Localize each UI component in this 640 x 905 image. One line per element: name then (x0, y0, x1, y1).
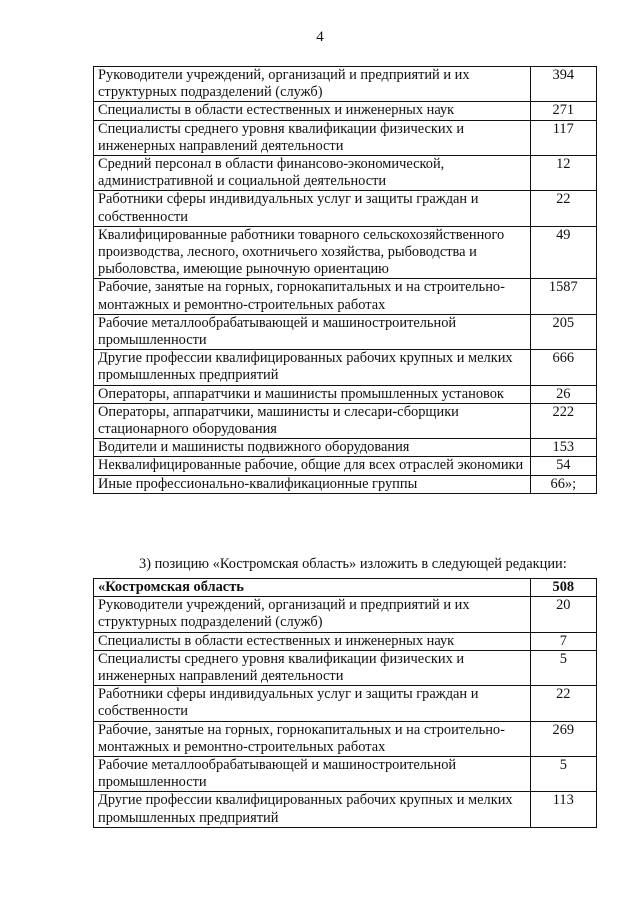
occupation-group-count: 666 (530, 350, 596, 385)
occupation-table-1 (93, 66, 597, 494)
occupation-group-count: 26 (530, 385, 596, 403)
table-row (94, 792, 597, 827)
occupation-group-name: Другие профессии квалифицированных рабочих крупных и мелких промышленных предприятий (94, 792, 531, 827)
page-number: 4 (316, 29, 324, 45)
table-row (94, 314, 597, 349)
table-row (94, 439, 597, 457)
table-row (94, 350, 597, 385)
occupation-group-name: Работники сферы индивидуальных услуг и защиты граждан и собственности (94, 686, 531, 721)
amendment-paragraph: 3) позицию «Костромская область» изложить в следующей редакции: (139, 556, 567, 572)
occupation-group-name: Работники сферы индивидуальных услуг и защиты граждан и собственности (94, 191, 531, 226)
table-row (94, 226, 597, 279)
occupation-group-name: Иные профессионально-квалификационные группы (94, 475, 531, 493)
occupation-group-name: Руководители учреждений, организаций и предприятий и их структурных подразделений (служб) (94, 597, 531, 632)
occupation-group-count: 49 (530, 226, 596, 279)
region-header-row (94, 579, 597, 597)
table-row (94, 475, 597, 493)
occupation-group-count: 269 (530, 721, 596, 756)
occupation-group-count: 5 (530, 650, 596, 685)
occupation-group-count: 222 (530, 403, 596, 438)
table-row (94, 156, 597, 191)
occupation-group-count: 271 (530, 102, 596, 120)
table-row (94, 597, 597, 632)
occupation-group-name: Средний персонал в области финансово-экономической, административной и социальной деятельности (94, 156, 531, 191)
table-row (94, 757, 597, 792)
occupation-group-count: 205 (530, 314, 596, 349)
table-row (94, 457, 597, 475)
table-row (94, 102, 597, 120)
table-row (94, 403, 597, 438)
occupation-group-name: Неквалифицированные рабочие, общие для всех отраслей экономики (94, 457, 531, 475)
table-row (94, 67, 597, 102)
table-row (94, 385, 597, 403)
occupation-group-count: 153 (530, 439, 596, 457)
occupation-group-count: 66»; (530, 475, 596, 493)
occupation-group-count: 22 (530, 191, 596, 226)
occupation-group-name: Водители и машинисты подвижного оборудования (94, 439, 531, 457)
table-row (94, 191, 597, 226)
occupation-group-count: 117 (530, 120, 596, 155)
occupation-group-name: Квалифицированные работники товарного сельскохозяйственного производства, лесного, охотничьего хозяйства, рыбоводства и рыболовства, имеющие рыночную ориентацию (94, 226, 531, 279)
table-row (94, 279, 597, 314)
occupation-group-count: 54 (530, 457, 596, 475)
table-row (94, 721, 597, 756)
occupation-group-name: Специалисты в области естественных и инженерных наук (94, 102, 531, 120)
occupation-group-name: Специалисты среднего уровня квалификации физических и инженерных направлений деятельности (94, 650, 531, 685)
occupation-group-count: 22 (530, 686, 596, 721)
occupation-group-count: 5 (530, 757, 596, 792)
occupation-group-count: 113 (530, 792, 596, 827)
region-name: «Костромская область (94, 579, 531, 597)
region-total: 508 (530, 579, 596, 597)
table-row (94, 650, 597, 685)
occupation-group-count: 394 (530, 67, 596, 102)
occupation-table-kostroma (93, 578, 597, 828)
table-row (94, 120, 597, 155)
occupation-group-name: Рабочие металлообрабатывающей и машиностроительной промышленности (94, 314, 531, 349)
table-row (94, 632, 597, 650)
table-row (94, 686, 597, 721)
occupation-group-name: Специалисты среднего уровня квалификации физических и инженерных направлений деятельности (94, 120, 531, 155)
occupation-group-name: Другие профессии квалифицированных рабочих крупных и мелких промышленных предприятий (94, 350, 531, 385)
occupation-group-name: Операторы, аппаратчики и машинисты промышленных установок (94, 385, 531, 403)
occupation-group-count: 20 (530, 597, 596, 632)
occupation-group-name: Рабочие, занятые на горных, горнокапитальных и на строительно-монтажных и ремонтно-строительных работах (94, 721, 531, 756)
occupation-group-name: Специалисты в области естественных и инженерных наук (94, 632, 531, 650)
occupation-group-name: Операторы, аппаратчики, машинисты и слесари-сборщики стационарного оборудования (94, 403, 531, 438)
occupation-group-name: Рабочие, занятые на горных, горнокапитальных и на строительно-монтажных и ремонтно-строительных работах (94, 279, 531, 314)
occupation-group-count: 1587 (530, 279, 596, 314)
occupation-group-name: Руководители учреждений, организаций и предприятий и их структурных подразделений (служб) (94, 67, 531, 102)
occupation-group-count: 12 (530, 156, 596, 191)
occupation-group-count: 7 (530, 632, 596, 650)
occupation-group-name: Рабочие металлообрабатывающей и машиностроительной промышленности (94, 757, 531, 792)
